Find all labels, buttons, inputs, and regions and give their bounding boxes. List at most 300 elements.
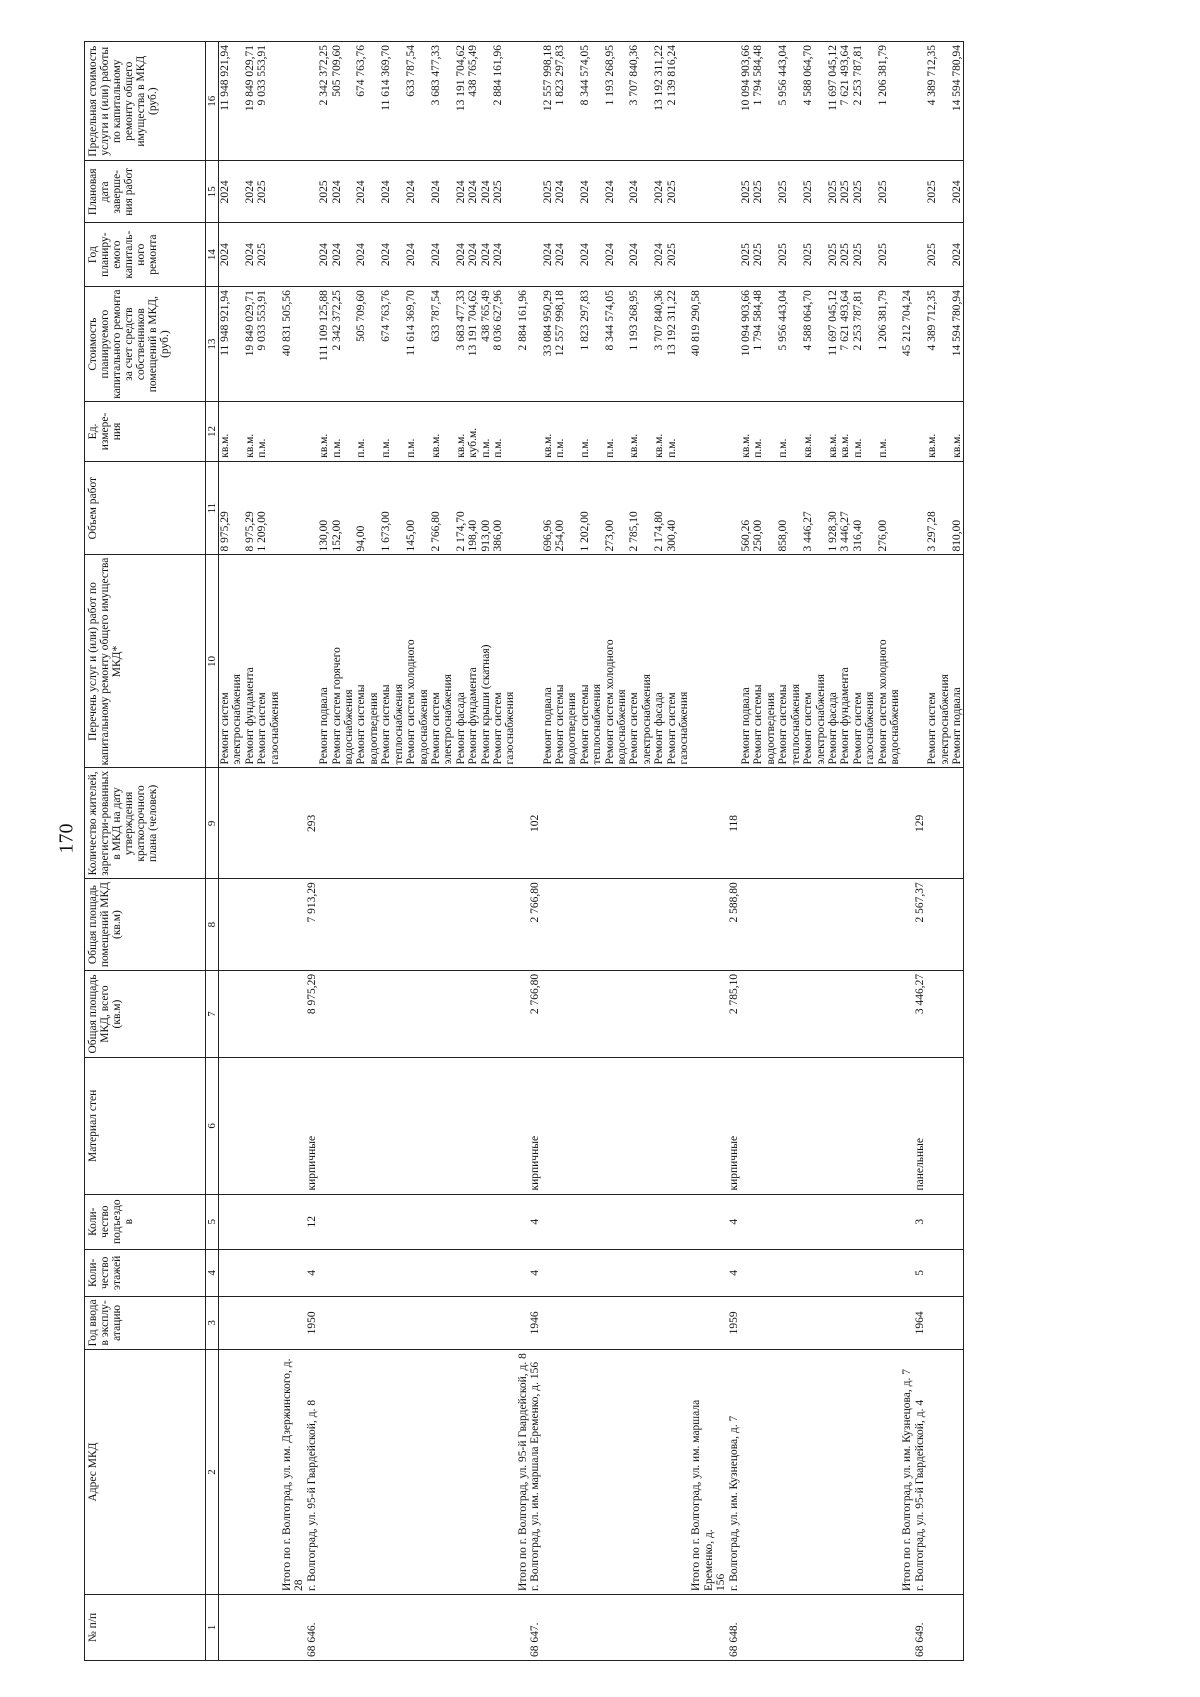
column-header-4: Коли-чество этажей [85, 1249, 206, 1296]
cell-col-2 [256, 1350, 281, 1595]
cell-col-5: 3 [914, 1194, 926, 1249]
cell-col-9 [628, 768, 653, 879]
cell-col-11: 2 766,80 [430, 461, 455, 555]
cell-col-10 [542, 555, 554, 768]
cell-col-6 [951, 1058, 964, 1194]
cell-col-10 [517, 555, 529, 768]
cell-col-5 [827, 1194, 839, 1249]
cell-col-1 [554, 1594, 579, 1660]
cell-col-3 [405, 1296, 430, 1349]
cell-col-3 [355, 1296, 380, 1349]
column-header-3: Год ввода в эксплу-атацию [85, 1296, 206, 1349]
cell-col-9 [926, 768, 951, 879]
cell-col-9 [839, 768, 851, 879]
cell-col-11: 913,00 [480, 461, 492, 555]
cell-col-12: п.м. [355, 402, 380, 462]
cell-col-16 [480, 42, 492, 161]
cell-col-12 [728, 402, 740, 462]
cell-col-7 [542, 970, 554, 1057]
cell-line: Ремонт фасада [826, 692, 839, 765]
cell-col-11 [281, 461, 306, 555]
cell-line: Ремонт систем [926, 692, 939, 765]
cell-col-6 [430, 1058, 455, 1194]
cell-col-12 [901, 402, 913, 462]
cell-col-15: 2025 [256, 161, 281, 223]
cell-col-7 [380, 970, 405, 1057]
cell-col-6 [666, 1058, 691, 1194]
cell-line: Ремонт подвала [950, 687, 963, 765]
cell-col-5 [628, 1194, 653, 1249]
cell-col-6 [777, 1058, 802, 1194]
cell-col-6 [653, 1058, 665, 1194]
cell-col-1 [666, 1594, 691, 1660]
cell-col-14: 2025 [827, 223, 839, 287]
cell-line: Итого по г. Волгоград, ул. им. Кузнецова, д. 7 [901, 1369, 914, 1591]
cell-col-2 [306, 1350, 318, 1595]
cell-col-15: 2025 [877, 161, 902, 223]
cell-col-3 [926, 1296, 951, 1349]
cell-col-13: 1 823 297,83 [579, 287, 604, 402]
cell-col-2 [579, 1350, 604, 1595]
cell-col-3 [244, 1296, 256, 1349]
row-remont [852, 42, 877, 1661]
cell-line: Ремонт подвала [318, 687, 331, 765]
column-number-8: 8 [206, 879, 219, 971]
cell-col-5 [380, 1194, 405, 1249]
cell-col-13: 10 094 903,66 [740, 287, 752, 402]
cell-col-6 [579, 1058, 604, 1194]
cell-col-4 [219, 1249, 244, 1296]
cell-col-11: 198,40 [467, 461, 479, 555]
cell-col-1: 68 647. [529, 1594, 541, 1660]
cell-col-12 [281, 402, 306, 462]
cell-col-12: кв.м. [318, 402, 330, 462]
cell-col-16: 674 763,76 [355, 42, 380, 161]
cell-col-15: 2025 [318, 161, 330, 223]
cell-col-12 [306, 402, 318, 462]
cell-col-6 [554, 1058, 579, 1194]
cell-col-3: 1959 [728, 1296, 740, 1349]
cell-col-15: 2025 [542, 161, 554, 223]
cell-line: Ремонт подвала [740, 687, 753, 765]
cell-col-13: 11 948 921,94 [219, 287, 244, 402]
cell-col-7 [852, 970, 877, 1057]
cell-col-2 [777, 1350, 802, 1595]
cell-col-1 [492, 1594, 517, 1660]
cell-col-7 [281, 970, 306, 1057]
cell-col-9: 129 [914, 768, 926, 879]
cell-col-10 [914, 555, 926, 768]
row-remont [467, 42, 479, 1661]
cell-col-9 [777, 768, 802, 879]
cell-col-16: 3 707 840,36 [628, 42, 653, 161]
cell-col-12: кв.м. [740, 402, 752, 462]
column-number-15: 15 [206, 161, 219, 223]
cell-col-3 [653, 1296, 665, 1349]
cell-col-3 [802, 1296, 827, 1349]
cell-col-10 [827, 555, 839, 768]
cell-col-12: п.м. [579, 402, 604, 462]
cell-col-11: 1 209,00 [256, 461, 281, 555]
cell-col-15: 2025 [852, 161, 877, 223]
cell-col-2 [331, 1350, 356, 1595]
cell-col-1 [455, 1594, 467, 1660]
cell-col-3 [554, 1296, 579, 1349]
row-remont [839, 42, 851, 1661]
cell-col-8 [331, 879, 356, 971]
cell-col-6 [480, 1058, 492, 1194]
cell-col-9 [901, 768, 913, 879]
cell-col-10 [740, 555, 752, 768]
cell-col-4 [256, 1249, 281, 1296]
cell-col-15 [281, 161, 306, 223]
cell-col-2 [529, 1350, 541, 1595]
cell-col-7 [777, 970, 802, 1057]
row-remont [579, 42, 604, 1661]
cell-col-1 [628, 1594, 653, 1660]
cell-col-5: 4 [529, 1194, 541, 1249]
cell-line: Ремонт фундамента [467, 667, 480, 765]
cell-col-3 [517, 1296, 529, 1349]
cell-col-12: кв.м. [839, 402, 851, 462]
capital-repair-table [84, 41, 964, 1661]
cell-col-4: 4 [728, 1249, 740, 1296]
cell-col-16: 14 594 780,94 [951, 42, 964, 161]
cell-col-7 [690, 970, 727, 1057]
cell-col-9 [492, 768, 517, 879]
cell-col-5 [455, 1194, 467, 1249]
cell-col-8 [455, 879, 467, 971]
cell-col-12: кв.м. [951, 402, 964, 462]
cell-col-1 [244, 1594, 256, 1660]
row-address [728, 42, 740, 1661]
cell-line: теплоснабжения [789, 684, 802, 765]
cell-col-14: 2025 [877, 223, 902, 287]
cell-col-4 [244, 1249, 256, 1296]
cell-col-10 [802, 555, 827, 768]
column-number-1: 1 [206, 1594, 219, 1660]
row-remont [951, 42, 964, 1661]
column-header-16: Предельная стоимость услуги и (или) работы по капитальному ремонту общего имущества в МКД (руб.) [85, 42, 206, 161]
cell-col-10 [579, 555, 604, 768]
cell-col-9 [666, 768, 691, 879]
cell-col-14 [306, 223, 318, 287]
cell-col-4 [331, 1249, 356, 1296]
cell-col-4 [380, 1249, 405, 1296]
cell-col-14 [728, 223, 740, 287]
cell-col-5 [901, 1194, 913, 1249]
cell-col-4 [355, 1249, 380, 1296]
cell-line: г. Волгоград, ул. им. Кузнецова, д. 7 [727, 1415, 740, 1591]
cell-col-13 [529, 287, 541, 402]
cell-line: Ремонт фасада [653, 692, 666, 765]
cell-col-3 [901, 1296, 913, 1349]
cell-col-8 [802, 879, 827, 971]
cell-col-5 [331, 1194, 356, 1249]
column-number-9: 9 [206, 768, 219, 879]
cell-col-16: 7 621 493,64 [839, 42, 851, 161]
cell-col-2 [666, 1350, 691, 1595]
cell-col-1 [777, 1594, 802, 1660]
cell-line: 156 [715, 1573, 728, 1591]
cell-col-9 [467, 768, 479, 879]
cell-col-16: 1 823 297,83 [554, 42, 579, 161]
cell-line: Ремонт систем [851, 692, 864, 765]
cell-col-8 [839, 879, 851, 971]
cell-col-11: 130,00 [318, 461, 330, 555]
cell-line: водоотведения [566, 692, 579, 765]
cell-col-14 [690, 223, 727, 287]
cell-col-5 [752, 1194, 777, 1249]
cell-col-7 [256, 970, 281, 1057]
cell-col-15: 2024 [380, 161, 405, 223]
cell-col-16 [901, 42, 913, 161]
cell-col-3 [492, 1296, 517, 1349]
cell-col-6 [405, 1058, 430, 1194]
cell-col-11: 560,26 [740, 461, 752, 555]
row-remont [740, 42, 752, 1661]
cell-col-13: 438 765,49 [480, 287, 492, 402]
cell-col-16: 2 342 372,25 [318, 42, 330, 161]
cell-line: электроснабжения [938, 674, 951, 765]
cell-col-12: п.м. [877, 402, 902, 462]
column-number-13: 13 [206, 287, 219, 402]
cell-col-9 [542, 768, 554, 879]
cell-col-13: 4 389 712,35 [926, 287, 951, 402]
cell-line: Ремонт систем холодного [603, 639, 616, 765]
cell-col-11: 152,00 [331, 461, 356, 555]
cell-col-8 [827, 879, 839, 971]
cell-col-14: 2024 [331, 223, 356, 287]
row-remont [542, 42, 554, 1661]
cell-line: Ремонт систем [628, 692, 641, 765]
cell-col-13: 45 212 704,24 [901, 287, 913, 402]
cell-col-3 [542, 1296, 554, 1349]
cell-col-9 [951, 768, 964, 879]
cell-col-15: 2025 [740, 161, 752, 223]
column-header-2: Адрес МКД [85, 1350, 206, 1595]
cell-col-16 [306, 42, 318, 161]
row-remont [331, 42, 356, 1661]
cell-col-9 [405, 768, 430, 879]
cell-col-1 [281, 1594, 306, 1660]
cell-col-14 [529, 223, 541, 287]
cell-col-12: кв.м. [653, 402, 665, 462]
cell-col-7 [628, 970, 653, 1057]
cell-col-12: п.м. [604, 402, 629, 462]
column-number-16: 16 [206, 42, 219, 161]
cell-col-15 [529, 161, 541, 223]
cell-col-15 [914, 161, 926, 223]
cell-col-6 [802, 1058, 827, 1194]
cell-col-9 [852, 768, 877, 879]
cell-col-11: 8 975,29 [219, 461, 244, 555]
cell-col-2 [740, 1350, 752, 1595]
cell-col-3 [467, 1296, 479, 1349]
cell-col-8 [604, 879, 629, 971]
cell-col-8 [740, 879, 752, 971]
cell-col-12: кв.м. [802, 402, 827, 462]
cell-col-9 [604, 768, 629, 879]
cell-col-1 [740, 1594, 752, 1660]
cell-col-5 [852, 1194, 877, 1249]
cell-col-9 [256, 768, 281, 879]
cell-col-2 [604, 1350, 629, 1595]
cell-col-4 [951, 1249, 964, 1296]
cell-col-14: 2024 [492, 223, 517, 287]
cell-col-6 [355, 1058, 380, 1194]
cell-col-2 [628, 1350, 653, 1595]
cell-col-7: 2 785,10 [728, 970, 740, 1057]
cell-col-7 [244, 970, 256, 1057]
cell-col-9 [480, 768, 492, 879]
cell-line: газоснабжения [864, 691, 877, 765]
cell-col-13: 19 849 029,71 [244, 287, 256, 402]
cell-col-4 [777, 1249, 802, 1296]
cell-col-5 [777, 1194, 802, 1249]
cell-col-8 [405, 879, 430, 971]
cell-col-16: 13 191 704,62 [455, 42, 467, 161]
cell-col-10 [380, 555, 405, 768]
row-address [914, 42, 926, 1661]
cell-col-3: 1946 [529, 1296, 541, 1349]
cell-col-9: 293 [306, 768, 318, 879]
cell-col-10 [653, 555, 665, 768]
cell-col-6: кирпичные [529, 1058, 541, 1194]
cell-col-10 [777, 555, 802, 768]
column-header-9: Количество жителей, зарегистри-рованных в МКД на дату утверждения краткосрочного плана (человек) [85, 768, 206, 879]
cell-col-11 [517, 461, 529, 555]
cell-line: Ремонт систем горячего [330, 647, 343, 765]
cell-col-4 [455, 1249, 467, 1296]
cell-line: электроснабжения [231, 674, 244, 765]
cell-col-14: 2024 [604, 223, 629, 287]
cell-col-14: 2025 [926, 223, 951, 287]
cell-col-16: 2 139 816,24 [666, 42, 691, 161]
cell-col-16: 1 206 381,79 [877, 42, 902, 161]
cell-col-4 [281, 1249, 306, 1296]
cell-col-9 [318, 768, 330, 879]
cell-col-11: 2 785,10 [628, 461, 653, 555]
cell-col-2 [467, 1350, 479, 1595]
cell-col-1 [430, 1594, 455, 1660]
cell-col-6 [542, 1058, 554, 1194]
cell-col-6 [690, 1058, 727, 1194]
cell-col-1 [331, 1594, 356, 1660]
column-header-13: Стоимость планируемого капитального ремонта за счет средств собственников помещений в МКД, (руб.) [85, 287, 206, 402]
cell-col-14: 2025 [740, 223, 752, 287]
cell-col-8 [653, 879, 665, 971]
cell-col-1 [380, 1594, 405, 1660]
cell-col-16: 3 683 477,33 [430, 42, 455, 161]
cell-col-1 [256, 1594, 281, 1660]
row-remont [492, 42, 517, 1661]
cell-col-3 [380, 1296, 405, 1349]
cell-col-4 [877, 1249, 902, 1296]
cell-col-3: 1964 [914, 1296, 926, 1349]
cell-col-1: 68 646. [306, 1594, 318, 1660]
cell-col-3 [281, 1296, 306, 1349]
cell-col-12: куб.м. [467, 402, 479, 462]
cell-col-3: 1950 [306, 1296, 318, 1349]
cell-col-16: 633 787,54 [405, 42, 430, 161]
cell-col-13: 2 884 161,96 [517, 287, 529, 402]
cell-col-7 [430, 970, 455, 1057]
cell-col-16: 8 344 574,05 [579, 42, 604, 161]
cell-col-4 [554, 1249, 579, 1296]
column-number-14: 14 [206, 223, 219, 287]
row-remont [405, 42, 430, 1661]
cell-col-10 [281, 555, 306, 768]
cell-col-12: п.м. [777, 402, 802, 462]
cell-col-7 [901, 970, 913, 1057]
cell-col-16: 19 849 029,71 [244, 42, 256, 161]
cell-col-15: 2025 [926, 161, 951, 223]
cell-col-2 [926, 1350, 951, 1595]
cell-col-4 [579, 1249, 604, 1296]
cell-col-10 [926, 555, 951, 768]
cell-col-11: 2 174,80 [653, 461, 665, 555]
row-remont [219, 42, 244, 1661]
cell-line: теплоснабжения [392, 684, 405, 765]
cell-col-10 [306, 555, 318, 768]
cell-col-15: 2024 [331, 161, 356, 223]
cell-col-14 [517, 223, 529, 287]
cell-col-11 [690, 461, 727, 555]
cell-line: Ремонт систем [802, 692, 815, 765]
cell-col-11: 3 297,28 [926, 461, 951, 555]
cell-col-13: 11 697 045,12 [827, 287, 839, 402]
cell-col-16: 505 709,60 [331, 42, 356, 161]
cell-col-15: 2025 [839, 161, 851, 223]
cell-col-2 [430, 1350, 455, 1595]
cell-col-13: 11 614 369,70 [405, 287, 430, 402]
cell-col-2 [281, 1350, 306, 1595]
cell-col-5 [405, 1194, 430, 1249]
cell-col-7 [653, 970, 665, 1057]
cell-col-16 [690, 42, 727, 161]
cell-col-14: 2025 [666, 223, 691, 287]
cell-col-2 [877, 1350, 902, 1595]
cell-col-9 [579, 768, 604, 879]
cell-col-7 [740, 970, 752, 1057]
cell-col-7 [877, 970, 902, 1057]
cell-line: электроснабжения [814, 674, 827, 765]
cell-col-2 [542, 1350, 554, 1595]
cell-col-11: 386,00 [492, 461, 517, 555]
cell-col-9 [752, 768, 777, 879]
cell-col-1 [480, 1594, 492, 1660]
cell-col-5 [653, 1194, 665, 1249]
cell-col-12 [517, 402, 529, 462]
cell-col-3 [777, 1296, 802, 1349]
cell-col-5 [666, 1194, 691, 1249]
cell-col-10 [455, 555, 467, 768]
cell-col-11: 316,40 [852, 461, 877, 555]
cell-col-1 [901, 1594, 913, 1660]
cell-col-7 [517, 970, 529, 1057]
cell-col-4 [666, 1249, 691, 1296]
cell-col-6 [244, 1058, 256, 1194]
cell-col-11 [306, 461, 318, 555]
cell-col-6 [901, 1058, 913, 1194]
column-header-5: Коли-чество подъездо в [85, 1194, 206, 1249]
cell-col-9 [380, 768, 405, 879]
row-remont [877, 42, 902, 1661]
cell-col-6 [752, 1058, 777, 1194]
column-number-3: 3 [206, 1296, 219, 1349]
cell-col-12: п.м. [480, 402, 492, 462]
